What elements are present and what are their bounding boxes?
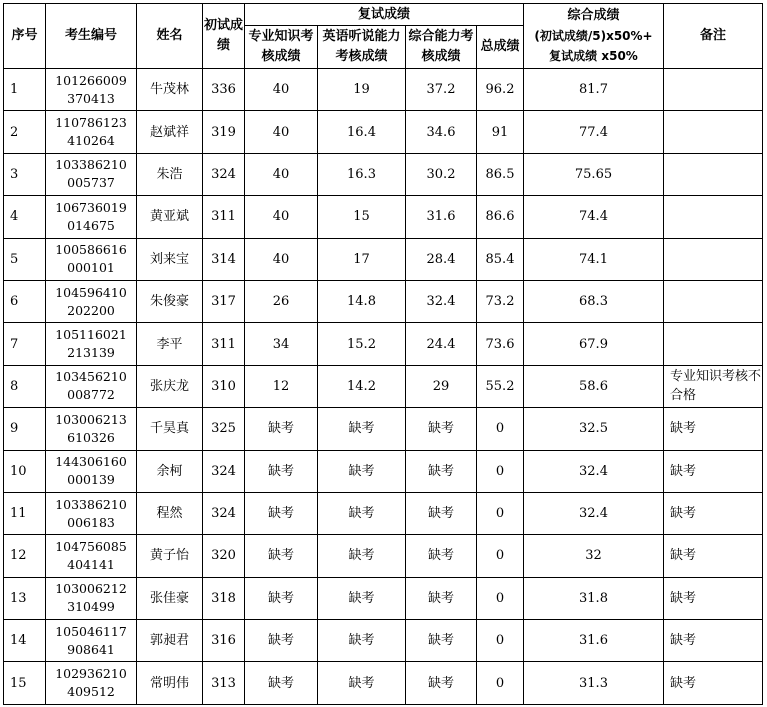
cell-seq: 6 [4,280,46,322]
cell-remark: 缺考 [664,408,763,450]
header-name: 姓名 [137,4,203,69]
cell-english-score: 19 [318,69,406,111]
cell-remark: 缺考 [664,577,763,619]
exam-no-line1: 103006212 [55,581,127,597]
exam-no-line1: 106736019 [55,199,127,215]
cell-remark: 缺考 [664,662,763,704]
exam-no-line1: 104756085 [55,538,127,554]
exam-no-line1: 103386210 [55,496,127,512]
cell-name: 常明伟 [137,662,203,704]
cell-exam-no [46,535,137,577]
cell-english-score: 16.3 [318,153,406,195]
cell-english-score: 14.8 [318,280,406,322]
cell-name: 张佳豪 [137,577,203,619]
cell-initial-score: 317 [203,280,245,322]
table-row [4,408,763,450]
cell-english-score: 缺考 [318,408,406,450]
cell-initial-score: 311 [203,323,245,365]
cell-ability-score: 缺考 [406,662,477,704]
cell-prof-score: 26 [245,280,318,322]
cell-prof-score: 缺考 [245,450,318,492]
cell-composite-score: 74.4 [524,196,664,238]
cell-remark: 专业知识考核不合格 [664,365,763,407]
exam-no-line1: 100586616 [55,242,127,258]
cell-initial-score: 324 [203,492,245,534]
cell-composite-score: 68.3 [524,280,664,322]
cell-ability-score: 34.6 [406,111,477,153]
cell-total-score: 0 [477,492,524,534]
cell-composite-score: 31.8 [524,577,664,619]
cell-composite-score: 32.4 [524,492,664,534]
cell-name: 余柯 [137,450,203,492]
cell-composite-score: 32.5 [524,408,664,450]
cell-name: 刘来宝 [137,238,203,280]
cell-seq: 4 [4,196,46,238]
cell-total-score: 0 [477,577,524,619]
header-seq: 序号 [4,4,46,69]
cell-initial-score: 310 [203,365,245,407]
cell-remark [664,111,763,153]
cell-seq: 1 [4,69,46,111]
cell-seq: 7 [4,323,46,365]
cell-exam-no [46,408,137,450]
header-initial-score: 初试成绩 [203,4,245,69]
table-row [4,535,763,577]
cell-english-score: 缺考 [318,620,406,662]
exam-no-line2: 006183 [67,514,115,530]
cell-name: 赵斌祥 [137,111,203,153]
cell-exam-no [46,662,137,704]
cell-ability-score: 缺考 [406,577,477,619]
cell-seq: 2 [4,111,46,153]
exam-no-line2: 014675 [67,217,115,233]
cell-initial-score: 325 [203,408,245,450]
table-row [4,492,763,534]
header-composite-line3: 复试成绩 x50% [549,49,638,63]
cell-name: 黄子怡 [137,535,203,577]
cell-seq: 15 [4,662,46,704]
cell-prof-score: 40 [245,196,318,238]
cell-initial-score: 324 [203,450,245,492]
cell-initial-score: 336 [203,69,245,111]
cell-ability-score: 缺考 [406,450,477,492]
cell-prof-score: 缺考 [245,408,318,450]
header-prof-score: 专业知识考核成绩 [245,26,318,69]
cell-composite-score: 31.3 [524,662,664,704]
cell-name: 牛茂林 [137,69,203,111]
cell-english-score: 缺考 [318,577,406,619]
cell-total-score: 73.2 [477,280,524,322]
cell-seq: 3 [4,153,46,195]
cell-prof-score: 缺考 [245,620,318,662]
cell-remark [664,238,763,280]
table-header [4,4,763,69]
table-row [4,323,763,365]
header-composite-line2: (初试成绩/5)x50%+ [534,29,653,43]
cell-exam-no [46,280,137,322]
exam-no-line1: 104596410 [55,284,127,300]
cell-total-score: 91 [477,111,524,153]
cell-prof-score: 缺考 [245,535,318,577]
table-row [4,280,763,322]
cell-remark [664,280,763,322]
cell-ability-score: 缺考 [406,620,477,662]
cell-seq: 11 [4,492,46,534]
cell-english-score: 14.2 [318,365,406,407]
cell-ability-score: 32.4 [406,280,477,322]
cell-exam-no [46,620,137,662]
cell-prof-score: 缺考 [245,662,318,704]
cell-total-score: 0 [477,535,524,577]
table-row [4,662,763,704]
exam-no-line1: 103386210 [55,157,127,173]
cell-name: 朱浩 [137,153,203,195]
exam-no-line1: 101266009 [55,72,127,88]
cell-initial-score: 318 [203,577,245,619]
cell-name: 郭昶君 [137,620,203,662]
cell-total-score: 0 [477,450,524,492]
cell-total-score: 96.2 [477,69,524,111]
cell-exam-no [46,238,137,280]
cell-exam-no [46,450,137,492]
cell-english-score: 缺考 [318,492,406,534]
cell-seq: 8 [4,365,46,407]
exam-no-line2: 005737 [67,175,115,191]
table-row [4,365,763,407]
cell-english-score: 17 [318,238,406,280]
table-row [4,450,763,492]
table-body [4,69,763,705]
cell-total-score: 0 [477,408,524,450]
cell-name: 张庆龙 [137,365,203,407]
cell-composite-score: 58.6 [524,365,664,407]
cell-initial-score: 324 [203,153,245,195]
cell-prof-score: 缺考 [245,577,318,619]
cell-ability-score: 28.4 [406,238,477,280]
exam-no-line2: 610326 [67,429,115,445]
cell-ability-score: 29 [406,365,477,407]
exam-no-line2: 213139 [67,345,115,361]
cell-ability-score: 缺考 [406,492,477,534]
header-composite [524,4,664,69]
cell-ability-score: 24.4 [406,323,477,365]
cell-exam-no [46,365,137,407]
cell-seq: 9 [4,408,46,450]
cell-initial-score: 320 [203,535,245,577]
cell-ability-score: 37.2 [406,69,477,111]
exam-no-line2: 008772 [67,387,115,403]
cell-name: 黄亚斌 [137,196,203,238]
header-retest-group: 复试成绩 [245,4,524,26]
cell-exam-no [46,492,137,534]
cell-prof-score: 缺考 [245,492,318,534]
exam-no-line2: 370413 [67,90,115,106]
cell-name: 朱俊豪 [137,280,203,322]
exam-no-line2: 404141 [67,556,115,572]
exam-no-line1: 110786123 [55,115,127,131]
exam-no-line1: 144306160 [55,454,127,470]
exam-no-line2: 409512 [67,684,115,700]
cell-prof-score: 40 [245,69,318,111]
cell-initial-score: 313 [203,662,245,704]
cell-prof-score: 12 [245,365,318,407]
exam-no-line2: 000101 [67,260,115,276]
cell-total-score: 0 [477,662,524,704]
table-row [4,69,763,111]
table-row [4,111,763,153]
cell-remark [664,196,763,238]
exam-no-line1: 105046117 [55,623,127,639]
table-row [4,238,763,280]
cell-initial-score: 311 [203,196,245,238]
cell-remark [664,69,763,111]
exam-no-line2: 908641 [67,641,115,657]
cell-seq: 14 [4,620,46,662]
cell-initial-score: 314 [203,238,245,280]
cell-exam-no [46,153,137,195]
cell-exam-no [46,577,137,619]
cell-remark: 缺考 [664,620,763,662]
exam-no-line2: 000139 [67,472,115,488]
cell-ability-score: 30.2 [406,153,477,195]
cell-remark: 缺考 [664,535,763,577]
cell-remark: 缺考 [664,450,763,492]
cell-total-score: 0 [477,620,524,662]
exam-no-line2: 202200 [67,302,115,318]
header-english-score: 英语听说能力考核成绩 [318,26,406,69]
exam-no-line1: 105116021 [55,327,127,343]
cell-seq: 13 [4,577,46,619]
cell-exam-no [46,69,137,111]
score-table [3,3,763,705]
header-composite-line1: 综合成绩 [567,8,620,23]
cell-composite-score: 32.4 [524,450,664,492]
exam-no-line2: 310499 [67,599,115,615]
cell-total-score: 85.4 [477,238,524,280]
cell-seq: 10 [4,450,46,492]
cell-ability-score: 31.6 [406,196,477,238]
header-ability-score: 综合能力考核成绩 [406,26,477,69]
cell-seq: 5 [4,238,46,280]
cell-exam-no [46,323,137,365]
cell-english-score: 缺考 [318,535,406,577]
cell-remark [664,153,763,195]
exam-no-line1: 103006213 [55,411,127,427]
cell-composite-score: 77.4 [524,111,664,153]
cell-total-score: 55.2 [477,365,524,407]
cell-composite-score: 81.7 [524,69,664,111]
header-total-score: 总成绩 [477,26,524,69]
cell-english-score: 缺考 [318,450,406,492]
cell-english-score: 15 [318,196,406,238]
cell-name: 李平 [137,323,203,365]
cell-name: 程然 [137,492,203,534]
table-row [4,153,763,195]
table-row [4,196,763,238]
table-row [4,620,763,662]
header-exam-no: 考生编号 [46,4,137,69]
cell-ability-score: 缺考 [406,535,477,577]
cell-remark [664,323,763,365]
cell-composite-score: 67.9 [524,323,664,365]
cell-prof-score: 40 [245,111,318,153]
cell-total-score: 86.6 [477,196,524,238]
exam-no-line2: 410264 [67,133,115,149]
cell-initial-score: 319 [203,111,245,153]
header-remark: 备注 [664,4,763,69]
cell-prof-score: 40 [245,238,318,280]
cell-prof-score: 34 [245,323,318,365]
cell-ability-score: 缺考 [406,408,477,450]
exam-no-line1: 102936210 [55,666,127,682]
cell-composite-score: 31.6 [524,620,664,662]
cell-english-score: 缺考 [318,662,406,704]
cell-name: 千昊真 [137,408,203,450]
cell-initial-score: 316 [203,620,245,662]
cell-total-score: 86.5 [477,153,524,195]
cell-composite-score: 32 [524,535,664,577]
cell-prof-score: 40 [245,153,318,195]
table-row [4,577,763,619]
cell-english-score: 16.4 [318,111,406,153]
cell-exam-no [46,196,137,238]
cell-composite-score: 75.65 [524,153,664,195]
cell-total-score: 73.6 [477,323,524,365]
cell-exam-no [46,111,137,153]
cell-english-score: 15.2 [318,323,406,365]
cell-composite-score: 74.1 [524,238,664,280]
exam-no-line1: 103456210 [55,369,127,385]
cell-seq: 12 [4,535,46,577]
cell-remark: 缺考 [664,492,763,534]
